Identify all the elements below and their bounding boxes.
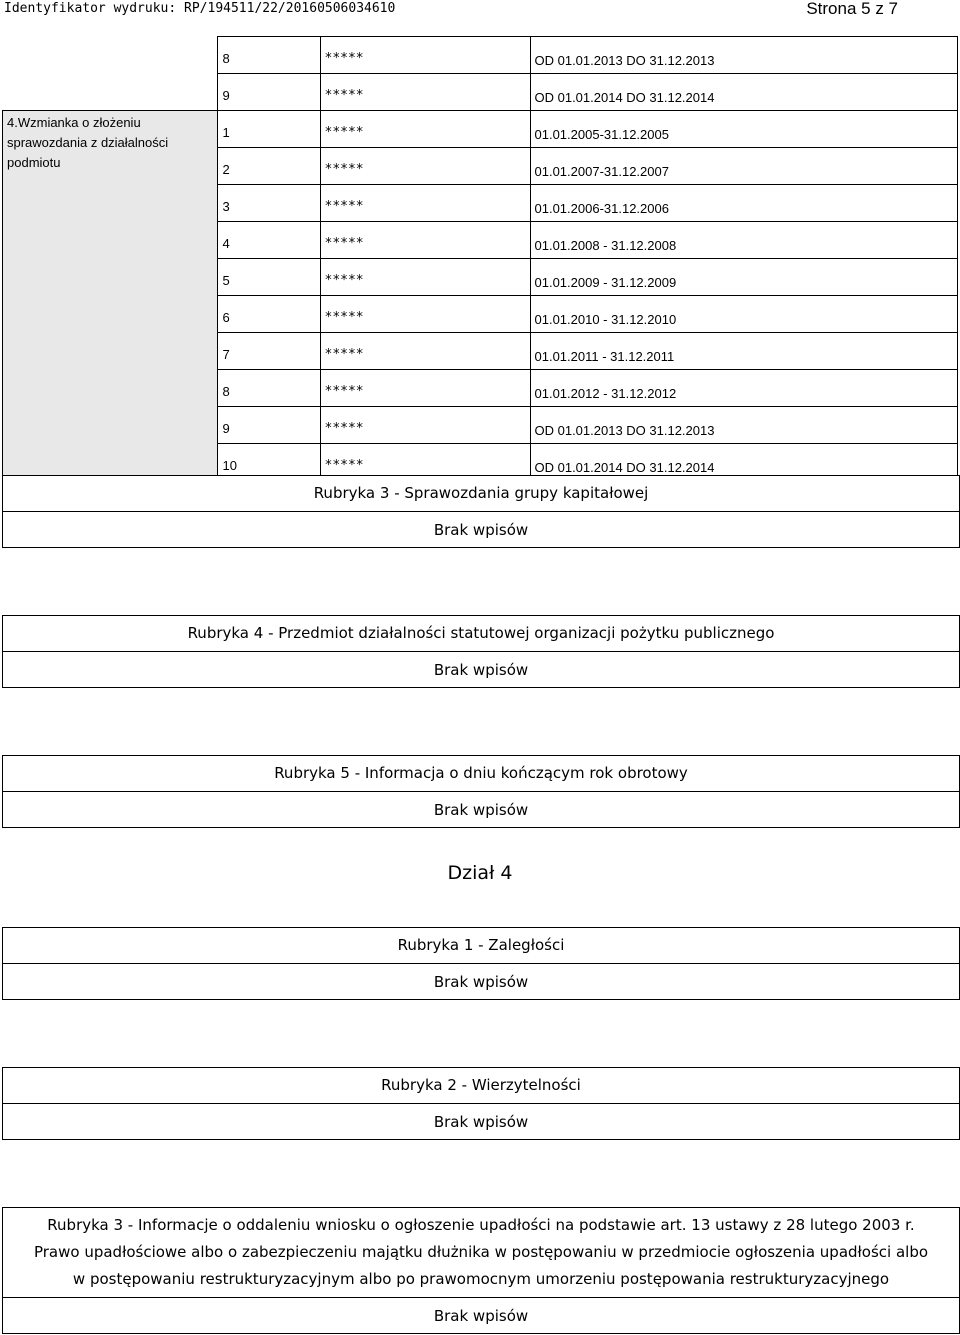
row-mask: ***** bbox=[320, 296, 530, 333]
row-date: 01.01.2007-31.12.2007 bbox=[530, 148, 958, 185]
row-mask: ***** bbox=[320, 148, 530, 185]
box-title-line: Rubryka 3 - Informacje o oddaleniu wniosku o ogłoszenie upadłości na podstawie art. 13 ustawy z 28 lutego 2003 r. bbox=[47, 1216, 915, 1234]
rubryka-4-box bbox=[2, 615, 960, 688]
row-number: 6 bbox=[217, 296, 320, 333]
row-mask: ***** bbox=[320, 37, 530, 74]
row-number: 1 bbox=[217, 111, 320, 148]
row-number: 9 bbox=[217, 74, 320, 111]
table-row bbox=[3, 37, 958, 74]
box-title: Rubryka 3 - Sprawozdania grupy kapitałowej bbox=[3, 476, 959, 512]
row-date: 01.01.2008 - 31.12.2008 bbox=[530, 222, 958, 259]
row-date: 01.01.2009 - 31.12.2009 bbox=[530, 259, 958, 296]
table-row bbox=[3, 74, 958, 111]
row-date: 01.01.2005-31.12.2005 bbox=[530, 111, 958, 148]
box-body: Brak wpisów bbox=[433, 801, 529, 819]
box-title-line: w postępowaniu restrukturyzacyjnym albo po prawomocnym umorzeniu postępowania restrukturyzacyjnego bbox=[72, 1270, 890, 1288]
box-title: Rubryka 5 - Informacja o dniu kończącym rok obrotowy bbox=[3, 756, 959, 792]
row-date: OD 01.01.2014 DO 31.12.2014 bbox=[530, 444, 958, 481]
row-mask: ***** bbox=[320, 370, 530, 407]
section-heading: Dział 4 bbox=[447, 862, 513, 884]
row-number: 10 bbox=[217, 444, 320, 481]
row-mask: ***** bbox=[320, 407, 530, 444]
row-number: 7 bbox=[217, 333, 320, 370]
box-title bbox=[3, 1208, 959, 1298]
box-body: Brak wpisów bbox=[433, 1113, 529, 1131]
row-number: 8 bbox=[217, 370, 320, 407]
row-mask: ***** bbox=[320, 444, 530, 481]
row-mask: ***** bbox=[320, 222, 530, 259]
page-number: Strona 5 z 7 bbox=[806, 0, 898, 18]
box-body: Brak wpisów bbox=[433, 521, 529, 539]
rubryka-2-box bbox=[2, 1067, 960, 1140]
row-date: 01.01.2011 - 31.12.2011 bbox=[530, 333, 958, 370]
rubryka-3-upadlosc-box bbox=[2, 1207, 960, 1334]
row-number: 5 bbox=[217, 259, 320, 296]
row-mask: ***** bbox=[320, 185, 530, 222]
report-table bbox=[2, 36, 958, 481]
row-number: 9 bbox=[217, 407, 320, 444]
row-mask: ***** bbox=[320, 333, 530, 370]
row-date: 01.01.2010 - 31.12.2010 bbox=[530, 296, 958, 333]
row-mask: ***** bbox=[320, 111, 530, 148]
row-number: 4 bbox=[217, 222, 320, 259]
row-mask: ***** bbox=[320, 74, 530, 111]
rubryka-1-box bbox=[2, 927, 960, 1000]
box-title: Rubryka 2 - Wierzytelności bbox=[3, 1068, 959, 1104]
print-identifier: Identyfikator wydruku: RP/194511/22/20160506034610 bbox=[4, 1, 396, 16]
row-number: 2 bbox=[217, 148, 320, 185]
row-number: 8 bbox=[217, 37, 320, 74]
row-date: OD 01.01.2013 DO 31.12.2013 bbox=[530, 37, 958, 74]
rubryka-5-box bbox=[2, 755, 960, 828]
row-date: 01.01.2006-31.12.2006 bbox=[530, 185, 958, 222]
box-body: Brak wpisów bbox=[433, 1307, 529, 1325]
rubryka-3-box bbox=[2, 475, 960, 548]
box-title-line: Prawo upadłościowe albo o zabezpieczeniu majątku dłużnika w postępowaniu w przedmiocie ogłoszenia upadłości albo bbox=[33, 1243, 929, 1261]
row-date: OD 01.01.2013 DO 31.12.2013 bbox=[530, 407, 958, 444]
box-title: Rubryka 4 - Przedmiot działalności statutowej organizacji pożytku publicznego bbox=[3, 616, 959, 652]
box-body: Brak wpisów bbox=[433, 973, 529, 991]
row-mask: ***** bbox=[320, 259, 530, 296]
box-body: Brak wpisów bbox=[433, 661, 529, 679]
section-label: 4.Wzmianka o złożeniu sprawozdania z działalności podmiotu bbox=[3, 111, 218, 481]
row-date: OD 01.01.2014 DO 31.12.2014 bbox=[530, 74, 958, 111]
row-date: 01.01.2012 - 31.12.2012 bbox=[530, 370, 958, 407]
table-row bbox=[3, 111, 958, 148]
box-title: Rubryka 1 - Zaległości bbox=[3, 928, 959, 964]
row-number: 3 bbox=[217, 185, 320, 222]
